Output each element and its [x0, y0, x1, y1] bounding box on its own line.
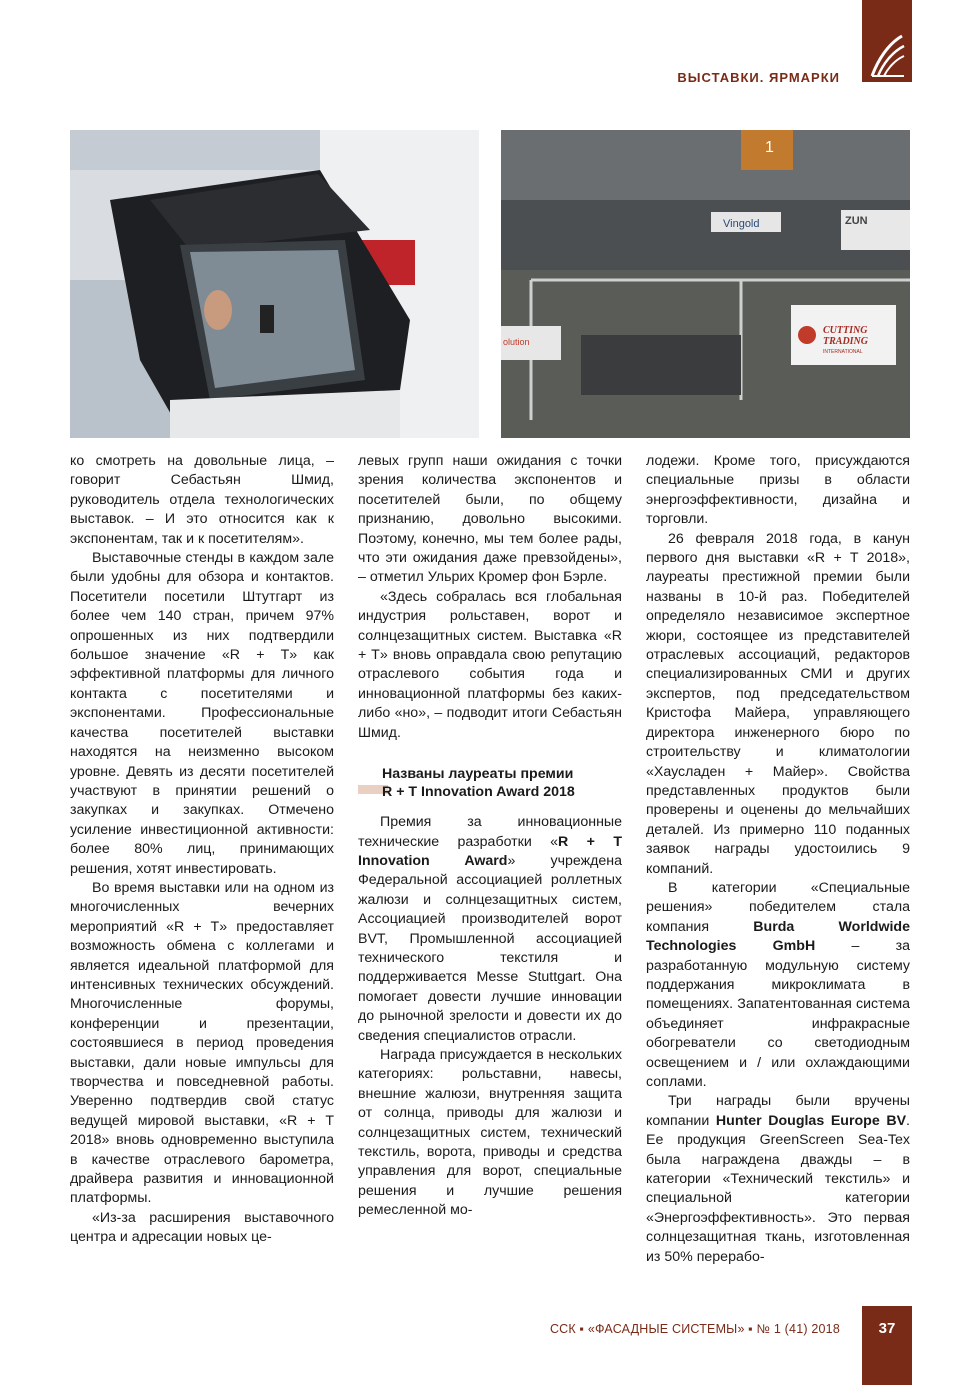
- paragraph: «Здесь собралась вся глобальная индустрия рольставен, ворот и солнцезащитных систем. Выставка «R + T» вновь оправдала свою репутацию отраслевого события года и инновационной платформы без каких-либо «но», – подводит итоги Себастьян Шмид.: [358, 588, 622, 741]
- paragraph: В категории «Специальные решения» победителем стала компания Burda Worldwide Technologies GmbH – за разработанную модульную систему поддержания микроклимата в помещениях. Запатентованная система объединяет инфракрасные обогреватели со светодиодным освещением и / или охлаждающими соплами.: [646, 879, 910, 1090]
- page-number: 37: [862, 1306, 912, 1385]
- paragraph: «Из-за расширения выставочного центра и адресации новых це-: [70, 1209, 334, 1246]
- paragraph: Три награды были вручены компании Hunter Douglas Europe BV. Ее продукция GreenScreen Sea-Tex была награждена дважды – в категории «Технический текстиль» и специальной категории «Энергоэффективность». Это первая солнцезащитная ткань, изготовленная из 50% перерабо-: [646, 1093, 910, 1265]
- hall-sign-number: 1: [765, 139, 774, 156]
- text-column-2: [358, 452, 622, 1221]
- text-column-3: [646, 452, 910, 1267]
- paragraph: Премия за инновационные технические разработки «R + T Innovation Award» учреждена Федеральной ассоциацией роллетных жалюзи и солнцезащитных систем, Ассоциацией производителей ворот BVT, Промышленной ассоциацией технического текстиля и поддерживается Messe Stuttgart. Она помогает довести лучшие инновации до рыночной зрелости и довести их до сведения специалистов отрасли.: [358, 814, 622, 1044]
- section-title: ВЫСТАВКИ. ЯРМАРКИ: [677, 70, 840, 85]
- subheading-line-1: Названы лауреаты премии: [382, 766, 574, 783]
- paragraph: лодежи. Кроме того, присуждаются специальные призы в области энергоэффективности, дизайна и торговли.: [646, 453, 910, 528]
- brand-tab: [862, 0, 912, 82]
- sign-evolution: olution: [503, 337, 530, 347]
- sign-cutting-2: TRADING: [823, 336, 869, 347]
- paragraph: 26 февраля 2018 года, в канун первого дня выставки «R + T 2018», лауреаты престижной премии были названы в 10-й раз. Победителей определяло независимое экспертное жюри, состоящее из представителей отраслевых ассоциаций, редакторов специализированных СМИ и других экспертов, под председательством Кристофа Майера, управляющего директора инженерного бюро по строительству и климатологии «Хаусладен + Майер». Свойства представленных продуктов были проверены и оценены до мельчайших деталей. Из примерно 110 поданных заявок награды удостоились 9 компаний.: [646, 530, 910, 877]
- sign-vingold: Vingold: [723, 218, 760, 230]
- text-column-1: [70, 452, 334, 1248]
- sign-zuno: ZUN: [845, 215, 868, 227]
- photo-window-product: [70, 130, 479, 438]
- paragraph: левых групп наши ожидания с точки зрения количества экспонентов и посетителей были, по общему признанию, довольно высокими. Поэтому, конечно, мы тем более рады, что эти ожидания даже превзойдены», – отметил Ульрих Кромер фон Бэрле.: [358, 453, 622, 586]
- photo-exhibition-hall: [501, 130, 910, 438]
- journal-footer: ССК ▪ «ФАСАДНЫЕ СИСТЕМЫ» ▪ № 1 (41) 2018: [549, 1322, 840, 1336]
- subheading-line-2: R + T Innovation Award 2018: [382, 784, 575, 801]
- paragraph: ко смотреть на довольные лица, – говорит Себастьян Шмид, руководитель отдела технологических выставок. – И это относится как к экспонентам, так и к посетителям».: [70, 453, 334, 547]
- sign-cutting-1: CUTTING: [823, 325, 868, 336]
- paragraph: Во время выставки или на одном из многочисленных вечерних мероприятий «R + T» предоставляет возможность обмена с коллегами и является идеальной платформой для интенсивных технических обсуждений. Многочисленные форумы, конференции и презентации, состоявшиеся в период проведения выставки, дали новые импульсы для творчества и повседневной работы. Уверенно подтвердив свой статус ведущей мировой выставки, «R + T 2018» вновь одновременно выступила в качестве отраслевого барометра, драйвера развития и инновационной платформы.: [70, 879, 334, 1207]
- leaf-swoosh-icon: [868, 30, 906, 80]
- paragraph: Награда присуждается в нескольких категориях: рольставни, навесы, внешние жалюзи, внутренняя защита от солнца, приводы для жалюзи и солнцезащитных систем, технический текстиль, ворота, приводы и средства управления для ворот, специальные решения и лучшие решения ремесленной мо-: [358, 1046, 622, 1219]
- paragraph: Выставочные стенды в каждом зале были удобны для обзора и контактов. Посетители посетили Штутгарт из более чем 140 стран, причем 97% опрошенных из них подтвердили большое значение «R + T» как эффективной платформы для личного контакта с посетителями и экспонентами. Профессиональные качества посетителей выставки находятся на неизменно высоком уровне. Девять из десяти посетителей участвуют в принятии решений о закупках и закупках. Отмечено усиление инвестиционной активности: более 80% лиц, принимающих решения, хотят инвестировать.: [70, 550, 334, 877]
- section-subheading: [358, 765, 622, 801]
- sign-cutting-3: INTERNATIONAL: [823, 349, 863, 355]
